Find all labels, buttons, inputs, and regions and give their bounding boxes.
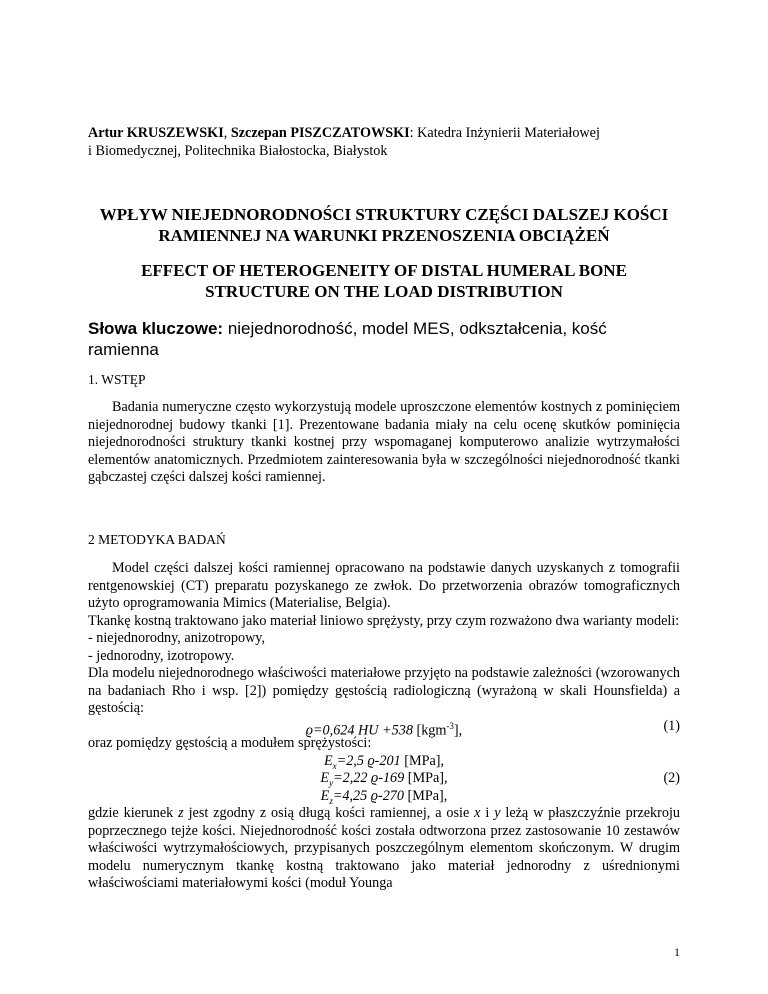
- section-1-paragraph: Badania numeryczne często wykorzystują modele uproszczone elementów kostnych z pominięciem niejednorodnej budowy tkanki [1]. Prezentowane badania miały na celu ocenę skutków pominięcia niejednorodności struktury tkanki kostnej przy wspomaganej komputerowo analizie wytrzymałości elementów anatomicznych. Przedmiotem zainteresowania była w szczególności niejednorodność tkanki gąbczastej części dalszej kości ramiennej.: [88, 399, 680, 485]
- list-item: - niejednorodny, anizotropowy,: [88, 630, 266, 646]
- methods-paragraph-4: oraz pomiędzy gęstością a modułem sprężystości:: [88, 735, 372, 751]
- list-item: - jednorodny, izotropowy.: [88, 647, 235, 664]
- equation-2-number: (2): [663, 770, 680, 786]
- methods-paragraph-2: Tkankę kostną traktowano jako materiał liniowo sprężysty, przy czym rozważono dwa warianty modeli:: [88, 612, 680, 629]
- equation-1: ϱ=0,624 HU +538 [kgm$^{-3}$], (1): [305, 717, 680, 739]
- section-2-heading: 2 METODYKA BADAŃ: [88, 532, 226, 547]
- equation-1-number: (1): [663, 717, 680, 734]
- equation-2-line-y: $E_y=2,22$ ϱ-169 [MPa], (2): [320, 770, 680, 788]
- equation-2-line-x: $E_x=2,5$ ϱ-201 [MPa],: [323, 752, 445, 771]
- affiliation-line-2: i Biomedycznej, Politechnika Białostocka, Białystok: [88, 142, 388, 159]
- keywords-text: niejednorodność, model MES, odkształcenia, kość ramienna: [88, 319, 607, 359]
- methods-paragraph-5: gdzie kierunek z jest zgodny z osią długą kości ramiennej, a osie x i y leżą w płaszczyźnie przekroju poprzecznego tejże kości. Niejednorodność kości została odtworzona przez zastosowanie 10 zestawów właściwości wytrzymałościowych, przypisanych poszczególnym elementom skończonym. W drugim modelu numerycznym tkankę kostną traktowano jako materiał jednorodny z uśrednionymi właściwościami materiałowymi kości (moduł Younga: [88, 805, 680, 891]
- section-1-heading: 1. WSTĘP: [88, 372, 146, 387]
- author-1: Artur KRUSZEWSKI: [88, 125, 224, 141]
- page-number: 1: [674, 945, 680, 959]
- author-separator: ,: [223, 125, 231, 141]
- author-2: Szczepan PISZCZATOWSKI: [230, 125, 410, 141]
- title-english: EFFECT OF HETEROGENEITY OF DISTAL HUMERAL BONE STRUCTURE ON THE LOAD DISTRIBUTION: [141, 261, 627, 301]
- methods-paragraph-3: Dla modelu niejednorodnego właściwości materiałowe przyjęto na podstawie zależności (wzorowanych na badaniach Rho i wsp. [2]) pomiędzy gęstością radiologiczną (wyrażoną w skali Hounsfielda) a gęstością:: [88, 665, 680, 716]
- authors-affiliation: [88, 125, 688, 160]
- methods-paragraph-1: Model części dalszej kości ramiennej opracowano na podstawie danych uzyskanych z tomografii rentgenowskiej (CT) preparatu pozyskanego ze zwłok. Do przetworzenia obrazów tomograficznych użyto oprogramowania Mimics (Materialise, Belgia).: [88, 560, 680, 611]
- keywords-label: Słowa kluczowe:: [88, 319, 224, 338]
- equation-1-formula: ϱ=0,624 HU +538: [305, 722, 413, 739]
- equation-2-line-z: $E_z=4,25$ ϱ-270 [MPa],: [320, 787, 448, 806]
- title-polish: WPŁYW NIEJEDNORODNOŚCI STRUKTURY CZĘŚCI DALSZEJ KOŚCI RAMIENNEJ NA WARUNKI PRZENOSZENIA OBCIĄŻEŃ: [99, 205, 669, 245]
- keywords: [88, 318, 608, 360]
- section-2-body: [88, 560, 680, 893]
- affiliation-line-1: : Katedra Inżynierii Materiałowej: [409, 125, 600, 141]
